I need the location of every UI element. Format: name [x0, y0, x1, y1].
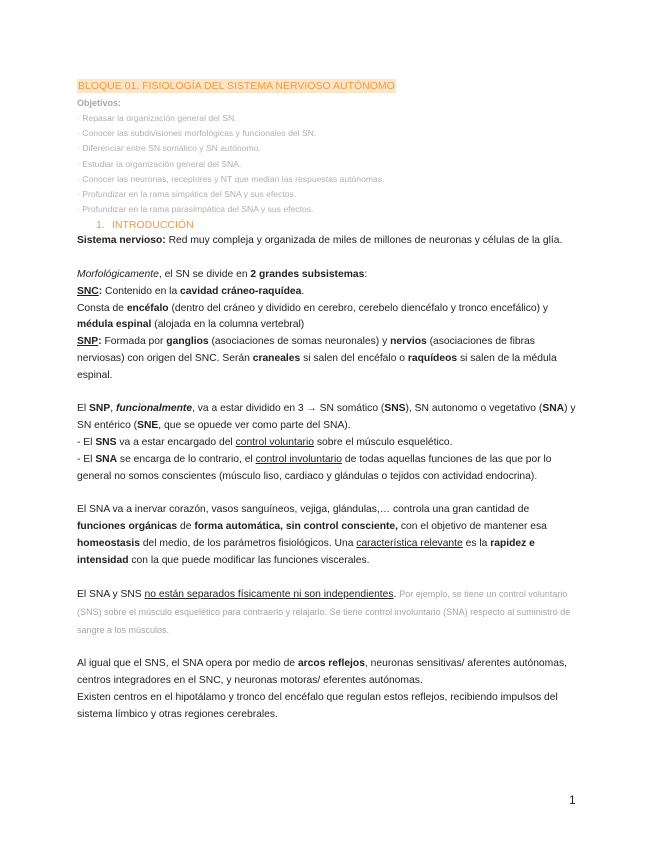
block-title: BLOQUE 01. FISIOLOGÍA DEL SISTEMA NERVIOSO AUTÓNOMO [78, 80, 395, 92]
text: - El [77, 436, 96, 448]
spacer [77, 385, 577, 402]
text: . [393, 589, 400, 601]
underlined-text: control involuntario [255, 453, 343, 465]
text: ) y SN entérico ( [77, 403, 576, 432]
term-underlined: SNC [77, 285, 99, 297]
term: arcos reflejos [297, 658, 365, 670]
term: encéfalo [126, 302, 169, 314]
text: si salen de la médula espinal. [77, 353, 557, 381]
page-number: 1 [569, 793, 576, 807]
underlined-text: control voluntario [235, 436, 314, 448]
term: SNA [542, 403, 565, 415]
text: ), SN autonomo o vegetativo ( [405, 403, 543, 415]
text: Al igual que el SNS, el SNA opera por medio de [77, 658, 298, 670]
term: SNE [137, 420, 159, 432]
term: SNS [384, 403, 406, 415]
objective-item: · Repasar la organización general del SN. [77, 113, 237, 123]
text: (alojada en la columna vertebral) [151, 319, 305, 331]
paragraph-morfologicamente [77, 267, 577, 284]
term: ganglios [166, 336, 209, 348]
spacer [77, 569, 577, 586]
paragraph-snp-funcional [77, 401, 577, 435]
paragraph-centros [77, 690, 577, 724]
text: El SNA y SNS [77, 589, 145, 601]
text: (asociaciones de somas neuronales) y [208, 336, 391, 348]
underlined-text: no están separados físicamente ni son independientes [144, 589, 394, 601]
text: va a estar encargado del [116, 436, 236, 448]
emphasis: funcionalmente [115, 403, 193, 415]
paragraph-snc [77, 284, 577, 301]
text: : [364, 269, 368, 281]
term: SNP [89, 403, 111, 415]
text: El SNA va a inervar corazón, vasos sanguíneos, vejiga, glándulas,… controla una gran cantidad de [77, 504, 530, 516]
section-number: 1. [96, 219, 105, 232]
text: - El [77, 453, 96, 465]
term: : [98, 285, 103, 297]
text: Red muy compleja y organizada de miles de millones de neuronas y células de la glía. [165, 235, 563, 247]
text: Consta de [77, 302, 127, 314]
text: Formada por [101, 336, 167, 348]
objective-item: · Diferenciar entre SN somático y SN autónomo. [77, 143, 261, 154]
objective-item: · Conocer las neuronas, receptores y NT que median las respuestas autónomas. [77, 173, 385, 184]
paragraph-sna-inerva [77, 502, 577, 569]
objective-item: · Profundizar en la rama simpática del SNA y sus efectos. [77, 189, 297, 200]
paragraph-snp [77, 334, 577, 384]
objectives-heading: Objetivos: [77, 98, 122, 108]
text: El [77, 403, 90, 415]
text: , el SN se divide en [158, 269, 251, 281]
term: raquídeos [407, 353, 458, 364]
text: con la que puede modificar las funciones viscerales. [128, 554, 370, 566]
text: (asociaciones de fibras nerviosas) con origen del SNC. Serán [77, 336, 535, 364]
emphasis: Morfológicamente [77, 269, 159, 281]
objective-item: · Estudiar la organización general del SNA. [77, 158, 242, 169]
text: , que se opuede ver como parte del SNA). [158, 420, 351, 432]
term: SNA [95, 453, 118, 465]
text: de todas aquellas funciones de las que por lo general no somos conscientes (músculo liso, cardiaco y glándulas o tejidos con actividad endocrina). [77, 453, 552, 482]
term: cavidad cráneo-raquídea [180, 285, 302, 297]
term: craneales [252, 353, 301, 364]
section-title: INTRODUCCIÓN [112, 219, 194, 232]
underlined-text: característica relevante [356, 537, 463, 549]
objective-item: · Conocer las subdivisiones morfológicas y funcionales del SN. [77, 128, 317, 139]
text: es la [462, 537, 491, 549]
text: , va a estar dividido en 3 → SN somático ( [192, 403, 385, 415]
objective-item: · Profundizar en la rama parasimpática del SNA y sus efectos. [77, 204, 314, 215]
paragraph-encefalo [77, 301, 577, 335]
paragraph-arcos-reflejos [77, 656, 577, 690]
spacer [77, 485, 577, 502]
term-underlined: SNP [77, 336, 99, 348]
text: con el objetivo de mantener esa [398, 520, 547, 532]
paragraph-sna-sns [77, 586, 577, 639]
text: de [177, 520, 195, 532]
text: , [110, 403, 116, 415]
term: rapidez e intensidad [77, 537, 535, 566]
paragraph-sistema-nervioso [77, 233, 577, 250]
text: Existen centros en el hipotálamo y tronco del encéfalo que regulan estos reflejos, recibiendo impulsos del sistema límbico y otras regiones cerebrales. [77, 691, 558, 720]
page-content [77, 76, 577, 724]
text: , neuronas sensitivas/ aferentes autónomas, centros integradores en el SNC, y neuronas motoras/ eferentes autónomas. [77, 658, 567, 687]
text: . [301, 285, 305, 297]
term: nervios [390, 336, 427, 348]
term: médula espinal [77, 319, 152, 331]
term: funciones orgánicas [77, 520, 178, 532]
term: SNS [95, 436, 117, 448]
section-heading [77, 218, 577, 233]
text: si salen del encéfalo o [300, 353, 408, 364]
paragraph-sns [77, 435, 577, 452]
spacer [77, 640, 577, 657]
spacer [77, 250, 577, 267]
text: (dentro del cráneo y dividido en cerebro, cerebelo diencéfalo y tronco encefálico) y [168, 302, 549, 314]
term: Sistema nervioso: [77, 235, 166, 247]
text: Contenido en la [102, 285, 181, 297]
text: sobre el músculo esquelético. [314, 436, 453, 448]
objectives-list [77, 111, 577, 217]
term: : [98, 336, 102, 348]
term: homeostasis [77, 537, 140, 549]
term: forma automática, sin control consciente, [194, 520, 399, 532]
example-note: Por ejemplo, se tiene un control voluntario (SNS) sobre el músculo esquelético para contraerlo y relajarlo. Se tiene control involuntario (SNA) respecto al suministro de sangre a los músculos. [77, 589, 571, 635]
text: se encarga de lo contrario, el [117, 453, 256, 465]
text: del medio, de los parámetros fisiológicos. Una [139, 537, 357, 549]
term: 2 grandes subsistemas [250, 269, 365, 281]
paragraph-sna [77, 452, 577, 486]
